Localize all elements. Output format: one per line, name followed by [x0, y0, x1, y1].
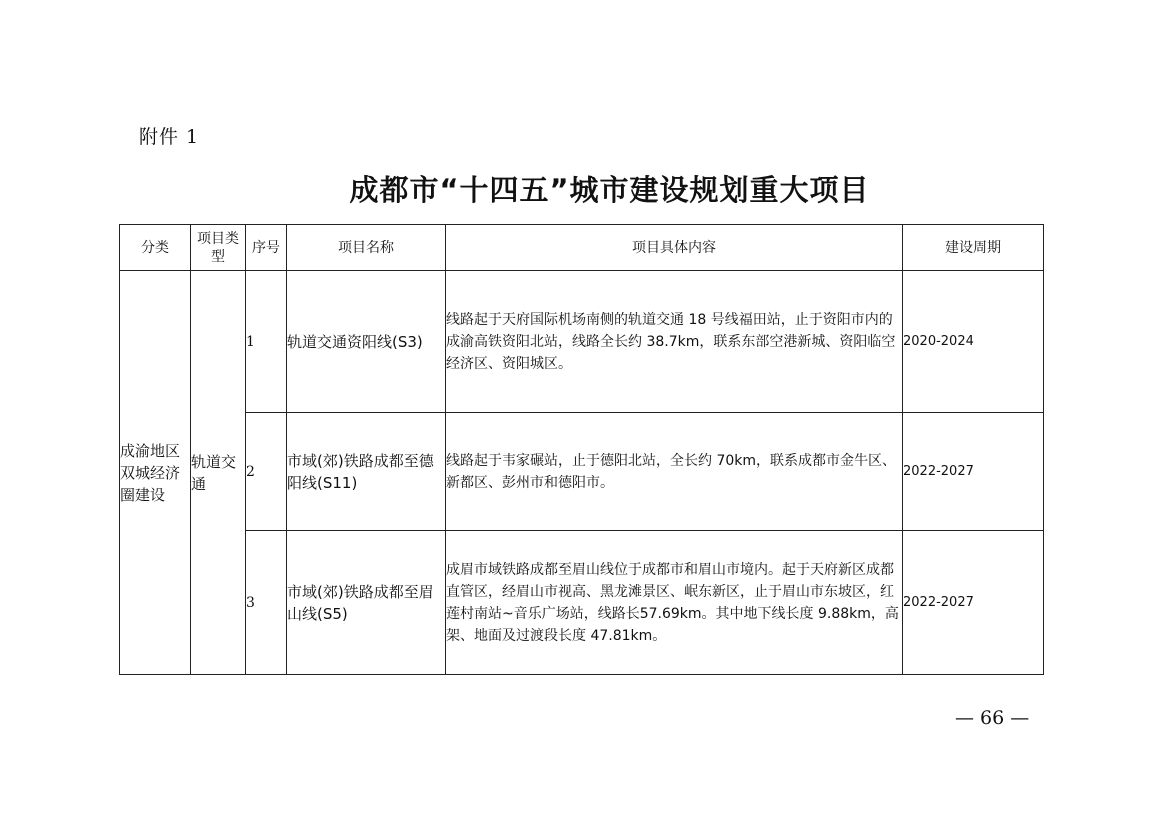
table-row: [120, 271, 1044, 413]
period-cell: 2020-2024: [903, 271, 1044, 413]
header-content: 项目具体内容: [446, 225, 903, 271]
project-name-cell: 市域(郊)铁路成都至德阳线(S11): [287, 413, 446, 531]
seq-cell: 2: [246, 413, 287, 531]
table-header-row: [120, 225, 1044, 271]
header-name: 项目名称: [287, 225, 446, 271]
page-number: — 66 —: [955, 707, 1030, 729]
seq-cell: 3: [246, 531, 287, 675]
seq-cell: 1: [246, 271, 287, 413]
period-cell: 2022-2027: [903, 413, 1044, 531]
header-seq: 序号: [246, 225, 287, 271]
table-row: [120, 413, 1044, 531]
project-name-cell: 轨道交通资阳线(S3): [287, 271, 446, 413]
header-category: 分类: [120, 225, 191, 271]
project-type-cell: 轨道交通: [191, 271, 246, 675]
document-title: 成都市“十四五”城市建设规划重大项目: [349, 173, 870, 207]
period-cell: 2022-2027: [903, 531, 1044, 675]
category-cell: 成渝地区双城经济圈建设: [120, 271, 191, 675]
header-project-type: 项目类型: [191, 225, 246, 271]
project-content-cell: 成眉市域铁路成都至眉山线位于成都市和眉山市境内。起于天府新区成都直管区，经眉山市视高、黑龙滩景区、岷东新区，止于眉山市东坡区，红莲村南站~音乐广场站，线路长57.69km。其中地下线长度 9.88km，高架、地面及过渡段长度 47.81km。: [446, 531, 903, 675]
project-content-cell: 线路起于天府国际机场南侧的轨道交通 18 号线福田站，止于资阳市内的成渝高铁资阳北站，线路全长约 38.7km，联系东部空港新城、资阳临空经济区、资阳城区。: [446, 271, 903, 413]
header-period: 建设周期: [903, 225, 1044, 271]
attachment-label: 附件 1: [139, 126, 200, 148]
projects-table: [119, 224, 1044, 675]
project-name-cell: 市域(郊)铁路成都至眉山线(S5): [287, 531, 446, 675]
table-row: [120, 531, 1044, 675]
project-content-cell: 线路起于韦家碾站，止于德阳北站，全长约 70km，联系成都市金牛区、新都区、彭州市和德阳市。: [446, 413, 903, 531]
